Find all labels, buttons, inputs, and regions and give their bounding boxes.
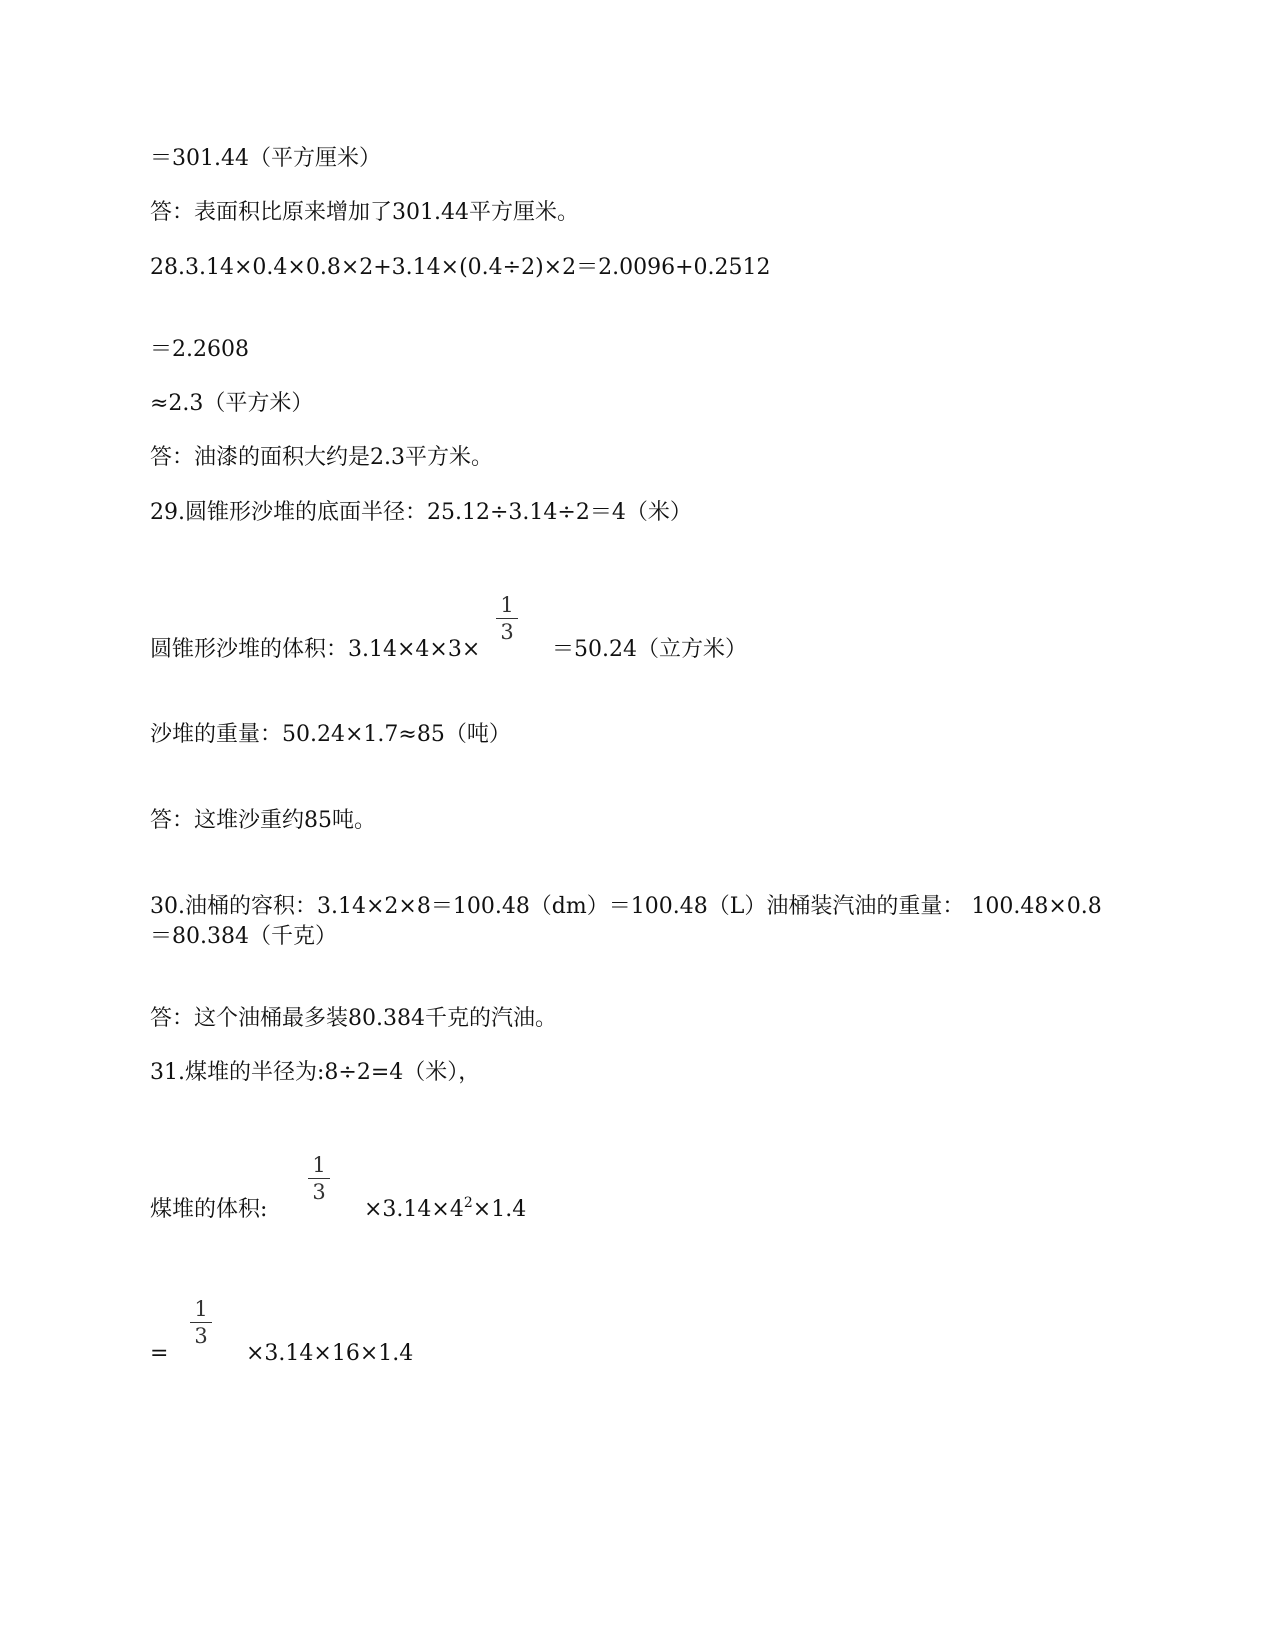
answer-27: 答：表面积比原来增加了301.44平方厘米。 [150,200,579,225]
problem-29-volume-right: ＝50.24（立方米） [552,637,747,662]
problem-31-volume-label: 煤堆的体积: [150,1197,268,1222]
problem-31-volume-expr [364,1195,526,1227]
answer-28: 答：油漆的面积大约是2.3平方米。 [150,445,493,470]
fraction-denominator: 3 [194,1324,208,1348]
fraction-bar [496,618,518,619]
expr-part: ×1.4 [472,1197,527,1222]
calc-result-line: ＝301.44（平方厘米） [150,146,381,171]
problem-30-calc: 30.油桶的容积：3.14×2×8＝100.48（dm）＝100.48（L）油桶装汽油的重量： 100.48×0.8 [150,894,1102,919]
fraction-numerator: 1 [194,1297,208,1321]
fraction-denominator: 3 [312,1180,326,1204]
expr-part: ×3.14×4 [364,1197,464,1222]
approx-result-line: ≈2.3（平方米） [150,391,314,416]
fraction-bar [308,1178,330,1179]
fraction-numerator: 1 [312,1153,326,1177]
fraction-one-third [190,1297,212,1348]
problem-29-weight: 沙堆的重量：50.24×1.7≈85（吨） [150,722,511,747]
answer-29: 答：这堆沙重约85吨。 [150,808,376,833]
answer-30: 答：这个油桶最多装80.384千克的汽油。 [150,1006,557,1031]
fraction-one-third [496,593,518,644]
problem-29-radius: 29.圆锥形沙堆的底面半径：25.12÷3.14÷2＝4（米） [150,500,692,525]
calc-equals-sign: = [150,1341,169,1366]
problem-31-radius: 31.煤堆的半径为:8÷2=4（米）， [150,1060,481,1085]
exponent: 2 [463,1195,473,1211]
problem-30-calc-cont: ＝80.384（千克） [150,924,337,949]
problem-28-calc: 28.3.14×0.4×0.8×2+3.14×(0.4÷2)×2＝2.0096+0.2512 [150,255,771,280]
fraction-numerator: 1 [500,593,514,617]
fraction-denominator: 3 [500,620,514,644]
calc-result-line: ＝2.2608 [150,337,249,362]
fraction-one-third [308,1153,330,1204]
fraction-bar [190,1322,212,1323]
problem-31-volume-step: ×3.14×16×1.4 [246,1341,414,1366]
problem-29-volume-left: 圆锥形沙堆的体积：3.14×4×3× [150,637,481,662]
